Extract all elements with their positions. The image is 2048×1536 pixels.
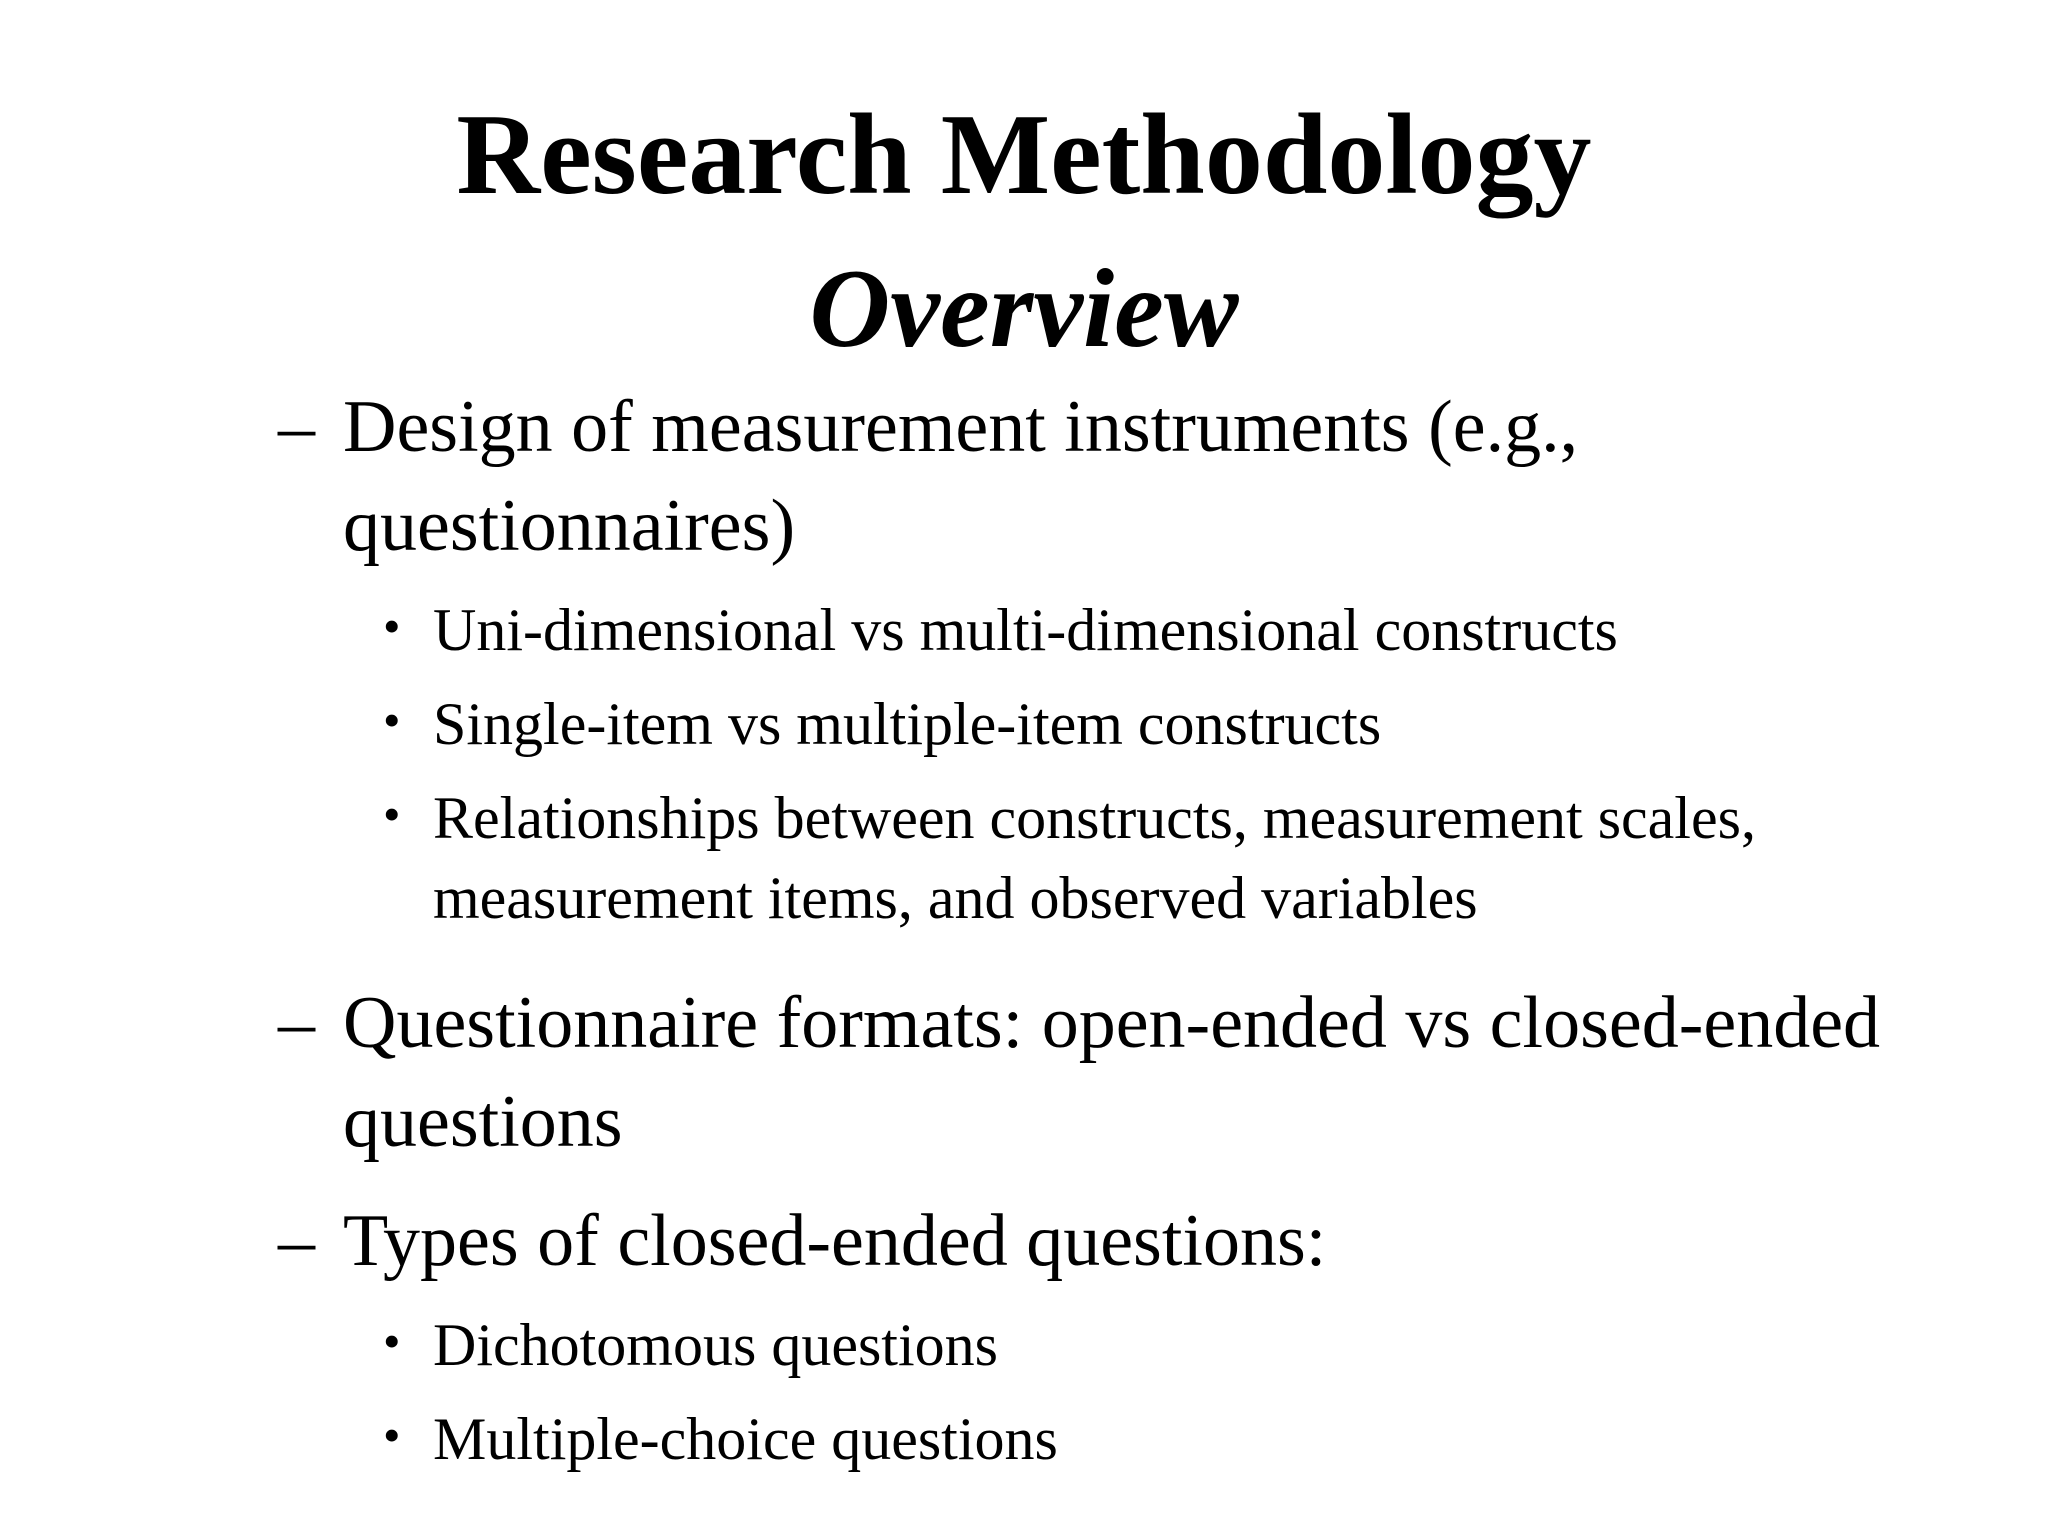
slide-title: Research Methodology <box>456 91 1592 219</box>
list-item-text: Multiple-choice questions <box>433 1406 1058 1472</box>
list-item-text: Uni-dimensional vs multi-dimensional constructs <box>433 597 1618 663</box>
dash-marker: – <box>278 1200 315 1282</box>
list-item-text: Relationships between constructs, measurement scales, measurement items, and observed variables <box>433 785 1756 931</box>
dash-marker: – <box>278 386 315 468</box>
bullet-marker: • <box>383 786 401 842</box>
bullet-marker: • <box>383 1407 401 1463</box>
bullet-list <box>0 378 2048 1479</box>
list-item-level2 <box>0 1399 2048 1479</box>
bullet-marker: • <box>383 692 401 748</box>
list-item-level2 <box>0 1305 2048 1385</box>
list-item-text: Single-item vs multiple-item constructs <box>433 691 1382 757</box>
list-item-level2 <box>0 778 2048 938</box>
list-item-text: Types of closed-ended questions: <box>343 1200 1327 1282</box>
list-item-text: Design of measurement instruments (e.g., questionnaires) <box>343 386 1579 567</box>
dash-marker: – <box>278 982 315 1064</box>
list-item-level2 <box>0 590 2048 670</box>
list-item-level1 <box>0 1192 2048 1291</box>
bullet-marker: • <box>383 598 401 654</box>
slide-subtitle: Overview <box>809 247 1239 371</box>
list-item-level1 <box>0 974 2048 1172</box>
bullet-marker: • <box>383 1313 401 1369</box>
list-item-text: Questionnaire formats: open-ended vs closed-ended questions <box>343 982 1881 1163</box>
list-item-level1 <box>0 378 2048 576</box>
list-item-level2 <box>0 684 2048 764</box>
list-item-text: Dichotomous questions <box>433 1312 998 1378</box>
